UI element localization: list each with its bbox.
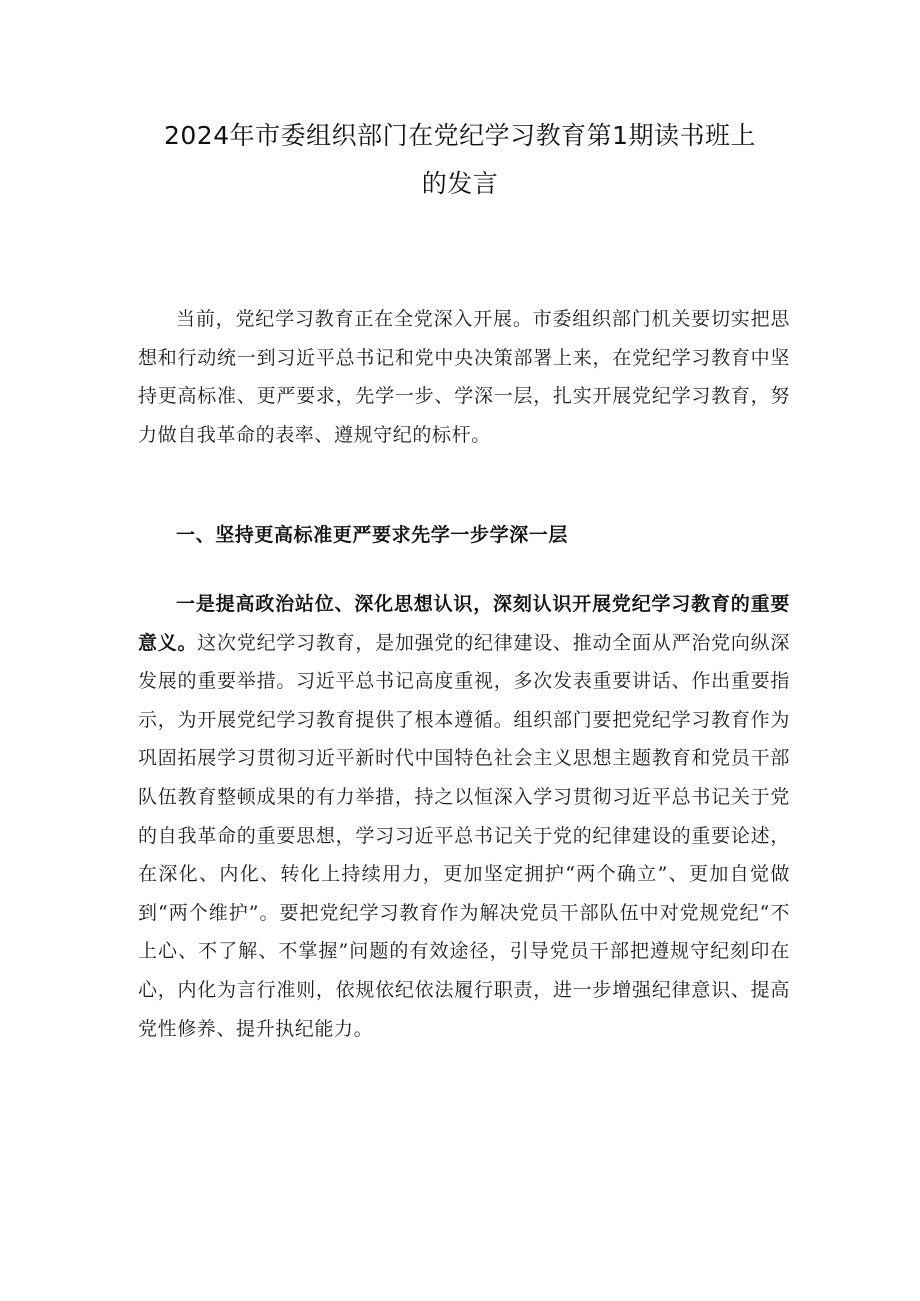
title-line-1: 2024年市委组织部门在党纪学习教育第1期读书班上	[163, 121, 757, 150]
document-title	[130, 112, 790, 208]
section-heading-1: 一、坚持更高标准更严要求先学一步学深一层	[176, 524, 569, 546]
point-one-body: 这次党纪学习教育，是加强党的纪律建设、推动全面从严治党向纵深发展的重要举措。习近平总书记高度重视，多次发表重要讲话、作出重要指示，为开展党纪学习教育提供了根本遵循。组织部门要把党纪学习教育作为巩固拓展学习贯彻习近平新时代中国特色社会主义思想主题教育和党员干部队伍教育整顿成果的有力举措，持之以恒深入学习贯彻习近平总书记关于党的自我革命的重要思想，学习习近平总书记关于党的纪律建设的重要论述，在深化、内化、转化上持续用力，更加坚定拥护“两个确立”、更加自觉做到“两个维护”。要把党纪学习教育作为解决党员干部队伍中对党规党纪“不上心、不了解、不掌握”问题的有效途径，引导党员干部把遵规守纪刻印在心，内化为言行准则，依规依纪依法履行职责，进一步增强纪律意识、提高党性修养、提升执纪能力。	[138, 631, 790, 1040]
point-one-lead: 一是提高政治站位、深化思想认识，深刻认识开展党纪学习教育的重要意义。	[138, 593, 790, 654]
point-one-paragraph	[138, 585, 790, 1048]
intro-paragraph: 当前，党纪学习教育正在全党深入开展。市委组织部门机关要切实把思想和行动统一到习近平总书记和党中央决策部署上来，在党纪学习教育中坚持更高标准、更严要求，先学一步、学深一层，扎实开展党纪学习教育，努力做自我革命的表率、遵规守纪的标杆。	[138, 308, 790, 446]
title-line-2: 的发言	[421, 169, 499, 198]
